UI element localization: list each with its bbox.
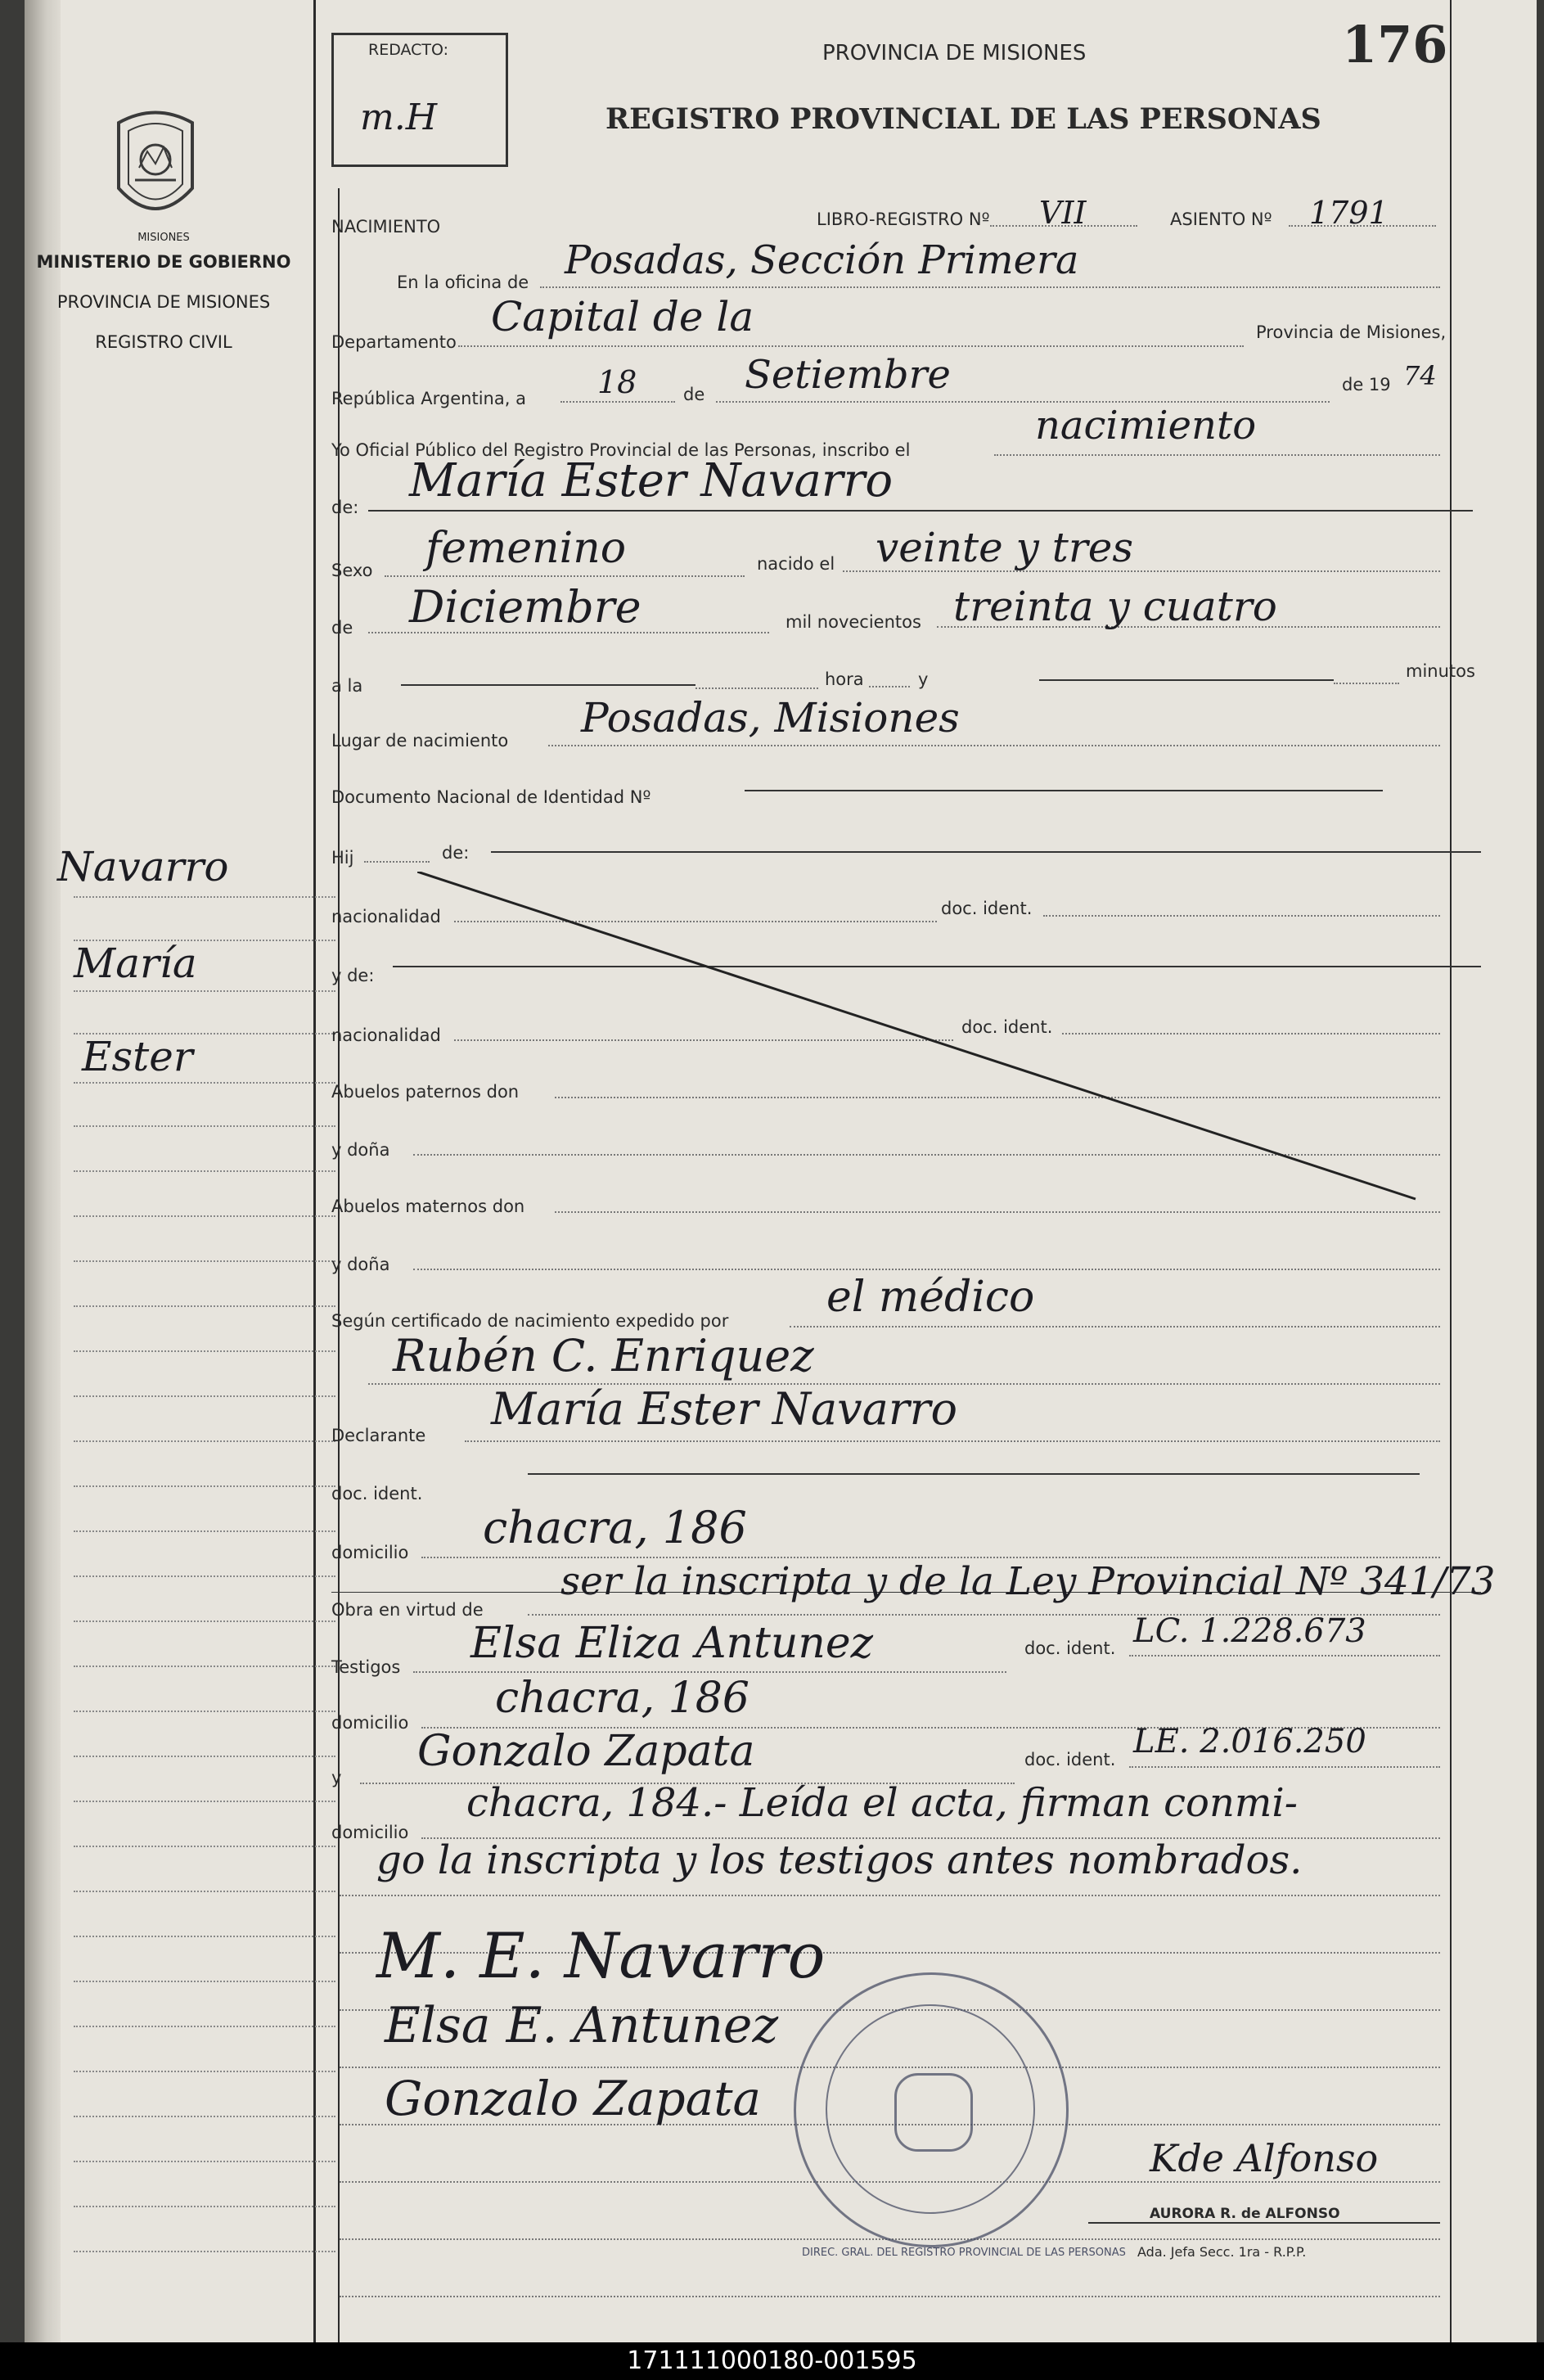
domicilio3-label: domicilio <box>331 1823 409 1842</box>
doc-declarante-label: doc. ident. <box>331 1484 423 1503</box>
province-label: PROVINCIA DE MISIONES <box>56 292 271 312</box>
hij-de-label: de: <box>442 843 470 863</box>
y-label: y <box>918 669 929 689</box>
ministry-label: MINISTERIO DE GOBIERNO <box>36 252 291 272</box>
republica-label: República Argentina, a <box>331 389 526 408</box>
day-value: 18 <box>597 364 637 400</box>
document-title: REGISTRO PROVINCIAL DE LAS PERSONAS <box>605 102 1321 136</box>
a-la-label: a la <box>331 676 363 696</box>
de-label: de <box>683 385 705 404</box>
doc-testigo2-value: LE. 2.016.250 <box>1133 1723 1366 1760</box>
domicilio3-value: chacra, 184.- Leída el acta, firman conmi- <box>466 1780 1298 1826</box>
oficina-label: En la oficina de <box>397 273 529 292</box>
registry-seal-icon <box>110 106 200 229</box>
hij-label: Hij <box>331 848 354 868</box>
testigo2-value: Gonzalo Zapata <box>417 1727 755 1776</box>
oficial-label: Yo Oficial Público del Registro Provincial de las Personas, inscribo el <box>331 440 911 460</box>
y-testigo2-label: y <box>331 1768 342 1787</box>
nacido-value: veinte y tres <box>876 524 1133 571</box>
strike-through-line <box>417 872 1440 1207</box>
registry-label: REGISTRO CIVIL <box>95 332 232 352</box>
birth-year-value: treinta y cuatro <box>953 583 1277 630</box>
document-page <box>25 0 1537 2342</box>
redacto-label: REDACTO: <box>368 41 449 59</box>
oficina-value: Posadas, Sección Primera <box>565 237 1079 283</box>
y-dona1-label: y doña <box>331 1140 390 1160</box>
doc-testigo1-value: LC. 1.228.673 <box>1133 1612 1366 1650</box>
inscribo-value: nacimiento <box>1035 403 1257 449</box>
hora-label: hora <box>825 669 864 689</box>
margin-first-name: María <box>74 940 197 987</box>
medico-value: Rubén C. Enriquez <box>393 1330 814 1382</box>
de2-label: de <box>331 618 353 638</box>
province-heading: PROVINCIA DE MISIONES <box>822 41 1087 65</box>
archive-code-footer: 171111000180-001595 <box>0 2342 1544 2380</box>
lugar-label: Lugar de nacimiento <box>331 731 509 751</box>
year-value: 74 <box>1403 360 1437 391</box>
seal-label: MISIONES <box>137 232 190 244</box>
departamento-label: Departamento <box>331 332 457 352</box>
y-dona2-label: y doña <box>331 1255 390 1274</box>
testigo1-value: Elsa Eliza Antunez <box>470 1619 874 1668</box>
asiento-label: ASIENTO Nº <box>1170 210 1272 229</box>
margin-surname: Navarro <box>57 843 229 890</box>
nacido-label: nacido el <box>757 554 835 574</box>
doc-ident2-label: doc. ident. <box>961 1017 1053 1037</box>
provincia-label: Provincia de Misiones, <box>1256 322 1447 342</box>
sexo-value: femenino <box>425 524 627 573</box>
y-de-label: y de: <box>331 966 375 985</box>
domicilio-label: domicilio <box>331 1543 409 1562</box>
nacionalidad2-label: nacionalidad <box>331 1025 441 1045</box>
domicilio2-label: domicilio <box>331 1713 409 1733</box>
libro-value: VII <box>1039 195 1087 231</box>
obra-label: Obra en virtud de <box>331 1600 484 1620</box>
signature-testigo2: Gonzalo Zapata <box>385 2071 762 2126</box>
declarante-label: Declarante <box>331 1426 426 1445</box>
segun-label: Según certificado de nacimiento expedido por <box>331 1311 729 1331</box>
official-signature: Kde Alfonso <box>1150 2136 1379 2180</box>
official-title: Ada. Jefa Secc. 1ra - R.P.P. <box>1137 2244 1307 2260</box>
month-value: Setiembre <box>745 352 951 398</box>
abuelos-paternos-label: Abuelos paternos don <box>331 1082 520 1102</box>
person-name-value: María Ester Navarro <box>409 454 894 507</box>
doc-ident-label: doc. ident. <box>941 899 1033 918</box>
declarante-value: María Ester Navarro <box>491 1383 957 1435</box>
testigos-label: Testigos <box>331 1657 401 1677</box>
closing-text: go la inscripta y los testigos antes nombrados. <box>376 1837 1303 1883</box>
doc-testigo1-label: doc. ident. <box>1024 1639 1116 1658</box>
mil-label: mil novecientos <box>786 612 921 632</box>
doc-testigo2-label: doc. ident. <box>1024 1750 1116 1769</box>
documento-label: Documento Nacional de Identidad Nº <box>331 787 651 807</box>
official-name: AURORA R. de ALFONSO <box>1150 2206 1340 2222</box>
obra-value: ser la inscripta y de la Ley Provincial Nº 341/73 <box>560 1559 1496 1604</box>
signature-inscripta: M. E. Navarro <box>376 1919 826 1992</box>
stamp-text: DIREC. GRAL. DEL REGISTRO PROVINCIAL DE LAS PERSONAS <box>802 2247 1126 2259</box>
form-right-border <box>1450 0 1452 2342</box>
margin-middle-name: Ester <box>82 1033 193 1080</box>
signature-testigo1: Elsa E. Antunez <box>385 1997 779 2054</box>
nacimiento-label: NACIMIENTO <box>331 217 441 237</box>
asiento-value: 1791 <box>1309 195 1389 231</box>
domicilio-value: chacra, 186 <box>483 1502 747 1553</box>
minutos-label: minutos <box>1406 661 1475 681</box>
page-number: 176 <box>1342 15 1448 74</box>
lugar-value: Posadas, Misiones <box>581 694 960 741</box>
official-stamp-icon <box>794 1972 1069 2247</box>
abuelos-maternos-label: Abuelos maternos don <box>331 1197 525 1216</box>
sexo-label: Sexo <box>331 561 373 580</box>
domicilio2-value: chacra, 186 <box>495 1674 749 1723</box>
redacto-initials: m.H <box>360 97 438 138</box>
nacionalidad-label: nacionalidad <box>331 907 441 926</box>
segun-value: el médico <box>826 1273 1035 1322</box>
birth-month-value: Diciembre <box>409 581 641 633</box>
year-label: de 19 <box>1342 375 1391 394</box>
libro-label: LIBRO-REGISTRO Nº <box>817 210 990 229</box>
de-name-label: de: <box>331 498 359 517</box>
departamento-value: Capital de la <box>491 293 754 340</box>
